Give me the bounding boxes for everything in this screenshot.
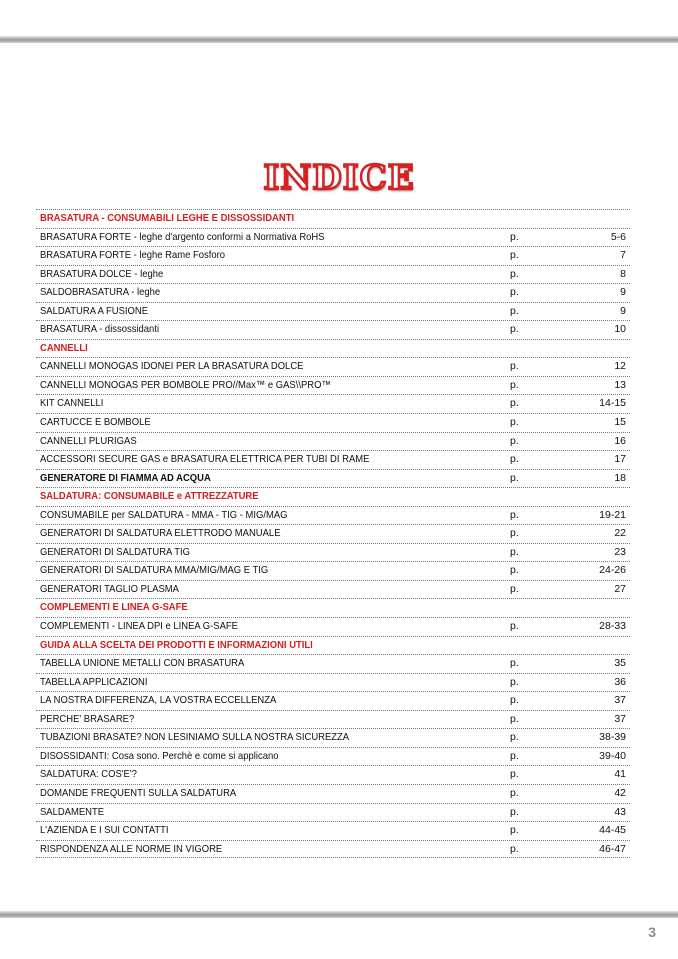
page-prefix: p. — [510, 286, 519, 299]
entry-label: GENERATORI DI SALDATURA MMA/MIG/MAG E TIG — [40, 564, 269, 577]
toc-entry-row — [36, 357, 630, 376]
entry-page-number: 22 — [614, 527, 626, 540]
entry-page-number: 14-15 — [599, 397, 626, 410]
toc-entry-row — [36, 561, 630, 580]
entry-page-number: 42 — [614, 786, 626, 799]
toc-entry-row — [36, 246, 630, 265]
page-prefix: p. — [510, 453, 519, 466]
page-prefix: p. — [510, 582, 519, 595]
entry-label: KIT CANNELLI — [40, 397, 104, 410]
entry-label: BRASATURA - dissossidanti — [40, 323, 160, 336]
toc-entry-row — [36, 302, 630, 321]
top-divider-bar — [0, 36, 678, 43]
entry-page-number: 17 — [614, 453, 626, 466]
toc-entry-row — [36, 524, 630, 543]
page-prefix: p. — [510, 545, 519, 558]
toc-entry-row — [36, 691, 630, 710]
toc-entry-row — [36, 784, 630, 803]
page-prefix: p. — [510, 267, 519, 280]
entry-page-number: 15 — [614, 416, 626, 429]
page-prefix: p. — [510, 508, 519, 521]
page-prefix: p. — [510, 675, 519, 688]
page-prefix: p. — [510, 657, 519, 670]
page-prefix: p. — [510, 323, 519, 336]
toc-entry-row — [36, 673, 630, 692]
toc-entry-row — [36, 543, 630, 562]
table-of-contents — [36, 209, 630, 858]
entry-page-number: 24-26 — [599, 564, 626, 577]
page-prefix: p. — [510, 712, 519, 725]
entry-page-number: 7 — [620, 249, 626, 262]
entry-page-number: 46-47 — [599, 842, 626, 855]
toc-entry-row — [36, 747, 630, 766]
page-prefix: p. — [510, 805, 519, 818]
toc-entry-row — [36, 228, 630, 247]
section-heading-row — [36, 487, 630, 506]
entry-page-number: 39-40 — [599, 749, 626, 762]
section-heading: SALDATURA: CONSUMABILE e ATTREZZATURE — [40, 490, 259, 503]
section-heading-row — [36, 598, 630, 617]
toc-entry-row — [36, 376, 630, 395]
page-prefix: p. — [510, 786, 519, 799]
toc-entry-row — [36, 710, 630, 729]
section-heading: GUIDA ALLA SCELTA DEI PRODOTTI E INFORMAZIONI UTILI — [40, 638, 313, 651]
entry-label: CANNELLI MONOGAS IDONEI PER LA BRASATURA DOLCE — [40, 360, 304, 373]
page-prefix: p. — [510, 360, 519, 373]
bottom-divider-bar — [0, 911, 678, 918]
page-prefix: p. — [510, 249, 519, 262]
toc-entry-row — [36, 580, 630, 599]
page-prefix: p. — [510, 842, 519, 855]
entry-page-number: 28-33 — [599, 620, 626, 633]
entry-page-number: 5-6 — [610, 230, 626, 243]
entry-page-number: 38-39 — [599, 731, 626, 744]
toc-entry-row — [36, 840, 630, 859]
page-prefix: p. — [510, 694, 519, 707]
page-prefix: p. — [510, 768, 519, 781]
entry-label: DISOSSIDANTI: Cosa sono. Perchè e come si applicano — [40, 749, 279, 762]
entry-label: DOMANDE FREQUENTI SULLA SALDATURA — [40, 786, 237, 799]
entry-label: TABELLA APPLICAZIONI — [40, 675, 148, 688]
entry-page-number: 36 — [614, 675, 626, 688]
toc-entry-row — [36, 765, 630, 784]
entry-label: LA NOSTRA DIFFERENZA, LA VOSTRA ECCELLENZA — [40, 694, 277, 707]
entry-label: L'AZIENDA E I SUI CONTATTI — [40, 824, 169, 837]
toc-entry-row — [36, 821, 630, 840]
entry-page-number: 27 — [614, 582, 626, 595]
section-heading: BRASATURA - CONSUMABILI LEGHE E DISSOSSIDANTI — [40, 212, 295, 224]
entry-page-number: 16 — [614, 434, 626, 447]
toc-entry-row — [36, 654, 630, 673]
toc-entry-row — [36, 617, 630, 636]
section-heading-row — [36, 339, 630, 358]
section-heading-row — [36, 209, 630, 228]
toc-entry-row — [36, 728, 630, 747]
toc-entry-row — [36, 803, 630, 822]
entry-page-number: 9 — [620, 304, 626, 317]
page-prefix: p. — [510, 434, 519, 447]
section-heading: COMPLEMENTI E LINEA G-SAFE — [40, 601, 188, 614]
entry-label: BRASATURA FORTE - leghe d'argento conformi a Normativa RoHS — [40, 230, 325, 243]
entry-page-number: 37 — [614, 694, 626, 707]
section-heading-row — [36, 636, 630, 655]
page-prefix: p. — [510, 378, 519, 391]
page-prefix: p. — [510, 527, 519, 540]
toc-entry-row — [36, 413, 630, 432]
toc-entry-row — [36, 432, 630, 451]
page-title: INDICE — [263, 158, 415, 198]
entry-label: RISPONDENZA ALLE NORME IN VIGORE — [40, 842, 223, 855]
entry-page-number: 35 — [614, 657, 626, 670]
entry-label: PERCHE' BRASARE? — [40, 712, 135, 725]
entry-page-number: 18 — [614, 471, 626, 484]
entry-label: CARTUCCE E BOMBOLE — [40, 416, 151, 429]
entry-page-number: 8 — [620, 267, 626, 280]
entry-page-number: 9 — [620, 286, 626, 299]
entry-label: CANNELLI MONOGAS PER BOMBOLE PRO//Max™ e GAS\\PRO™ — [40, 378, 331, 391]
toc-entry-row — [36, 320, 630, 339]
section-heading: CANNELLI — [40, 341, 88, 354]
page-prefix: p. — [510, 749, 519, 762]
entry-label: GENERATORI DI SALDATURA TIG — [40, 545, 191, 558]
entry-label: SALDAMENTE — [40, 805, 105, 818]
page-prefix: p. — [510, 824, 519, 837]
page-prefix: p. — [510, 397, 519, 410]
toc-entry-row — [36, 283, 630, 302]
page-prefix: p. — [510, 416, 519, 429]
entry-label: CONSUMABILE per SALDATURA - MMA - TIG - MIG/MAG — [40, 508, 288, 521]
entry-page-number: 12 — [614, 360, 626, 373]
page-prefix: p. — [510, 564, 519, 577]
page-prefix: p. — [510, 304, 519, 317]
toc-entry-row — [36, 394, 630, 413]
entry-label: SALDATURA A FUSIONE — [40, 304, 149, 317]
entry-page-number: 43 — [614, 805, 626, 818]
entry-label: SALDATURA: COS'E'? — [40, 768, 137, 781]
page-prefix: p. — [510, 731, 519, 744]
entry-label: GENERATORI TAGLIO PLASMA — [40, 582, 179, 595]
entry-page-number: 37 — [614, 712, 626, 725]
entry-page-number: 44-45 — [599, 824, 626, 837]
entry-page-number: 10 — [614, 323, 626, 336]
toc-entry-row — [36, 265, 630, 284]
entry-label: COMPLEMENTI - LINEA DPI e LINEA G-SAFE — [40, 620, 238, 633]
toc-entry-row — [36, 506, 630, 525]
entry-label: SALDOBRASATURA - leghe — [40, 286, 161, 299]
entry-label: GENERATORE DI FIAMMA AD ACQUA — [40, 471, 211, 484]
toc-entry-row — [36, 450, 630, 469]
page-prefix: p. — [510, 471, 519, 484]
page-number: 3 — [648, 924, 656, 940]
entry-label: GENERATORI DI SALDATURA ELETTRODO MANUALE — [40, 527, 281, 540]
entry-label: BRASATURA FORTE - leghe Rame Fosforo — [40, 249, 226, 262]
entry-label: TUBAZIONI BRASATE? NON LESINIAMO SULLA NOSTRA SICUREZZA — [40, 731, 350, 744]
entry-page-number: 19-21 — [599, 508, 626, 521]
entry-label: TABELLA UNIONE METALLI CON BRASATURA — [40, 657, 245, 670]
entry-page-number: 13 — [614, 378, 626, 391]
entry-page-number: 23 — [614, 545, 626, 558]
entry-label: ACCESSORI SECURE GAS e BRASATURA ELETTRICA PER TUBI DI RAME — [40, 453, 370, 466]
toc-entry-row — [36, 469, 630, 488]
entry-label: CANNELLI PLURIGAS — [40, 434, 137, 447]
entry-page-number: 41 — [614, 768, 626, 781]
entry-label: BRASATURA DOLCE - leghe — [40, 267, 164, 280]
page-prefix: p. — [510, 620, 519, 633]
page-prefix: p. — [510, 230, 519, 243]
